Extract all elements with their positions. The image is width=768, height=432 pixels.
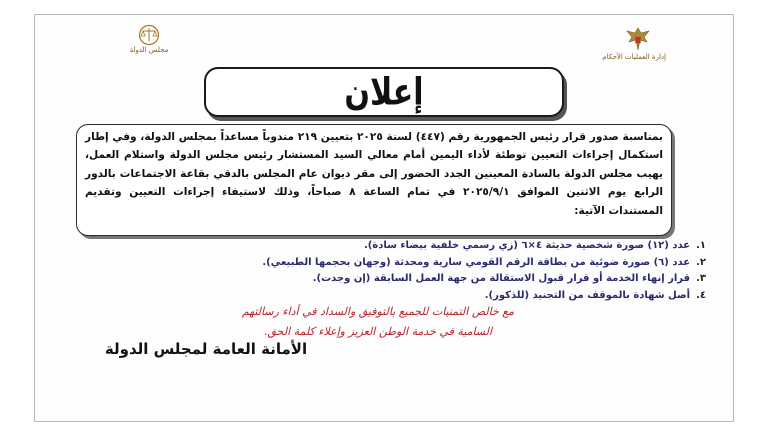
list-item: [110, 238, 706, 255]
list-item-number: ٣.: [696, 273, 706, 284]
list-item-text: أصل شهادة بالموقف من التجنيد (للذكور).: [484, 289, 691, 301]
closing-note-line-1: مع خالص التمنيات للجميع بالتوفيق والسداد في أداء رسالتهم: [241, 305, 515, 318]
handwritten-closing-note: [118, 302, 638, 342]
announcement-body-box: [76, 124, 672, 236]
list-item-number: ٢.: [696, 256, 706, 268]
council-of-state-logo: [126, 24, 172, 58]
list-item-text: عدد (١٢) صورة شخصية حديثة ٤×٦ (زي رسمي خلفية بيضاء سادة).: [363, 240, 691, 251]
list-item-number: ٤.: [696, 289, 706, 301]
list-item-number: ١.: [696, 240, 706, 251]
right-logo-caption: إدارة العمليات الأحكام: [602, 53, 666, 61]
announcement-body-text: بمناسبة صدور قرار رئيس الجمهورية رقم (٤٤٧) لسنة ٢٠٢٥ بتعيين ٢١٩ مندوباً مساعداً بمجلس الدولة، وفي إطار استكمال إجراءات التعيين توطئة لأداء اليمين أمام معالي السيد المستشار رئيس مجلس الدولة واستلام العمل، يهيب مجلس الدولة بالسادة المعينين الجدد الحضور إلى مقر ديوان عام المجلس بالدقي بقاعة الاجتماعات بالدور الرابع يوم الاثنين الموافق ٢٠٢٥/٩/١ في تمام الساعة ٨ صباحاً، وذلك لاستيفاء إجراءات التعيين وتقديم المستندات الآتية:: [85, 131, 664, 217]
list-item: [110, 255, 706, 272]
signature-text: الأمانة العامة لمجلس الدولة: [104, 340, 308, 358]
eagle-emblem-icon: [623, 26, 653, 52]
required-documents-list: [110, 238, 706, 304]
scales-emblem-icon: [135, 24, 163, 46]
list-item: [110, 271, 706, 288]
list-item-text: عدد (٦) صورة ضوئية من بطاقة الرقم القومي سارية ومحدثة (وجهان بحجمها الطبيعي).: [262, 256, 691, 268]
left-logo-caption: مجلس الدولة: [129, 46, 169, 54]
announcement-title: إعلان: [344, 70, 424, 114]
list-item-text: قرار إنهاء الخدمة أو قرار قبول الاستقالة من جهة العمل السابقة (إن وجدت).: [312, 273, 691, 284]
closing-note-line-2: السامية في خدمة الوطن العزيز وإعلاء كلمة الحق.: [263, 325, 493, 338]
egypt-eagle-logo: [602, 26, 666, 66]
announcement-title-box: [204, 67, 564, 117]
